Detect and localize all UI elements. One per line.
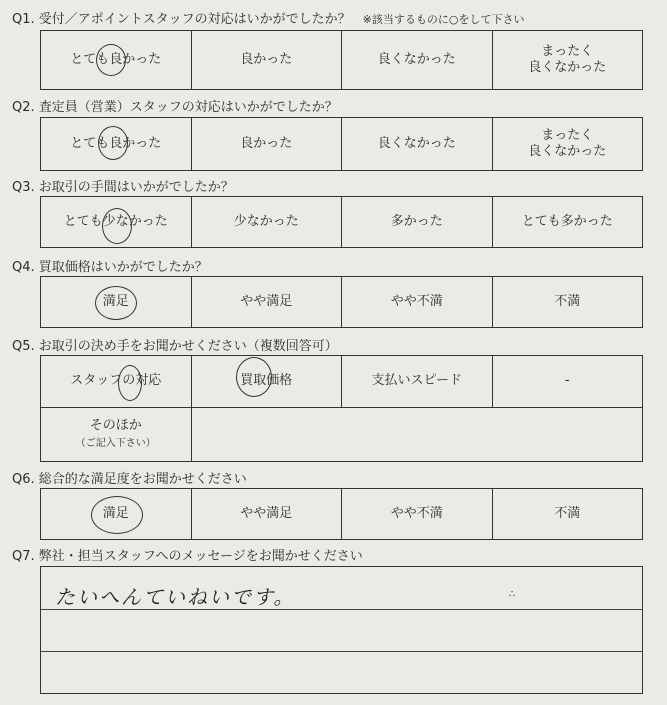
q6-option-4-text: 不満 bbox=[554, 505, 581, 521]
q5-other-sub: （ご記入下さい） bbox=[75, 437, 156, 449]
q4-option-1-text: 満足 bbox=[102, 293, 129, 309]
q1-option-4[interactable] bbox=[492, 31, 643, 90]
q5-option-1-wrap bbox=[70, 373, 161, 389]
q5-option-1[interactable] bbox=[41, 356, 192, 408]
q1-options bbox=[40, 30, 643, 90]
q2-option-2[interactable] bbox=[191, 118, 342, 171]
q7-rule-2 bbox=[41, 651, 642, 652]
q6-option-2-text: やや満足 bbox=[240, 505, 293, 521]
q4-option-3-text: やや不満 bbox=[390, 293, 443, 309]
q4-option-1[interactable] bbox=[41, 277, 192, 328]
q2-option-3-text: 良くなかった bbox=[377, 135, 456, 151]
q6-question: Q6. 総合的な満足度をお聞かせください bbox=[12, 472, 247, 487]
q5-other-input[interactable] bbox=[191, 408, 643, 462]
q3-question: Q3. お取引の手間はいかがでしたか？ bbox=[12, 180, 234, 195]
q5-question: Q5. お取引の決め手をお聞かせください（複数回答可） bbox=[12, 339, 338, 354]
q5-options bbox=[40, 355, 643, 462]
q5-option-2-text: 買取価格 bbox=[240, 373, 293, 389]
q5-option-4[interactable] bbox=[492, 356, 643, 408]
q1-option-1[interactable] bbox=[41, 31, 192, 90]
q3-option-4-text: とても多かった bbox=[521, 213, 613, 229]
q6-options bbox=[40, 488, 643, 540]
q2-option-3[interactable] bbox=[342, 118, 493, 171]
q5-option-4-text: - bbox=[564, 373, 570, 389]
q5-option-3-text: 支払いスピード bbox=[371, 373, 462, 389]
q3-option-3-text: 多かった bbox=[390, 213, 443, 229]
q2-option-1-text: とても良かった bbox=[70, 135, 162, 151]
q3-option-1-text: とても少なかった bbox=[63, 213, 168, 229]
q2-option-2-text: 良かった bbox=[240, 135, 293, 151]
q1-option-1-text: とても良かった bbox=[70, 51, 162, 67]
q7-rule-1 bbox=[41, 609, 642, 610]
q3-option-1[interactable] bbox=[41, 197, 192, 248]
q3-option-1-wrap bbox=[64, 214, 168, 230]
q5-other-label-cell bbox=[41, 408, 192, 462]
q4-option-3[interactable] bbox=[342, 277, 493, 328]
q4-label bbox=[12, 256, 208, 275]
q4-option-4[interactable] bbox=[492, 277, 643, 328]
q4-option-2-text: やや満足 bbox=[240, 293, 293, 309]
q3-option-2-text: 少なかった bbox=[233, 213, 299, 229]
q1-question: Q1. 受付／アポイントスタッフの対応はいかがでしたか？ bbox=[12, 12, 351, 27]
q3-option-4[interactable] bbox=[492, 197, 643, 248]
q4-question: Q4. 買取価格はいかがでしたか？ bbox=[12, 260, 208, 275]
q3-option-3[interactable] bbox=[342, 197, 493, 248]
q1-option-4-text: まったく 良くなかった bbox=[528, 43, 607, 75]
q1-option-2-text: 良かった bbox=[240, 51, 293, 67]
q5-other-label: そのほか bbox=[89, 418, 142, 434]
q2-question: Q2. 査定員（営業）スタッフの対応はいかがでしたか？ bbox=[12, 100, 338, 115]
q5-option-2-wrap bbox=[240, 373, 292, 389]
q6-label bbox=[12, 468, 247, 487]
q6-option-2[interactable] bbox=[191, 489, 342, 540]
q7-label bbox=[12, 545, 363, 564]
q4-option-1-wrap bbox=[103, 294, 129, 310]
q7-handwritten-message: たいへんていねいです。 bbox=[55, 585, 296, 609]
q7-message-box[interactable] bbox=[40, 566, 643, 694]
q1-option-1-wrap bbox=[70, 52, 161, 68]
q4-option-2[interactable] bbox=[191, 277, 342, 328]
q4-option-4-text: 不満 bbox=[554, 293, 581, 309]
q6-option-1-text: 満足 bbox=[102, 505, 129, 521]
q5-option-1-text: スタッフの対応 bbox=[70, 373, 162, 389]
q3-label bbox=[12, 176, 234, 195]
q6-option-1[interactable] bbox=[41, 489, 192, 540]
q1-option-2[interactable] bbox=[191, 31, 342, 90]
q2-option-1-wrap bbox=[70, 136, 161, 152]
q1-option-3[interactable] bbox=[342, 31, 493, 90]
q6-option-4[interactable] bbox=[492, 489, 643, 540]
q1-label bbox=[12, 8, 524, 27]
q7-question: Q7. 弊社・担当スタッフへのメッセージをお聞かせください bbox=[12, 549, 363, 564]
q5-option-2[interactable] bbox=[191, 356, 342, 408]
q6-option-1-wrap bbox=[103, 506, 129, 522]
q2-options bbox=[40, 117, 643, 171]
q5-option-3[interactable] bbox=[342, 356, 493, 408]
q7-stray-marks: ∴ bbox=[509, 589, 516, 600]
q6-option-3[interactable] bbox=[342, 489, 493, 540]
q4-options bbox=[40, 276, 643, 328]
q2-option-4-text: まったく 良くなかった bbox=[528, 127, 607, 159]
q3-option-2[interactable] bbox=[191, 197, 342, 248]
q6-option-3-text: やや不満 bbox=[390, 505, 443, 521]
q1-instruction-note: ※該当するものに○をして下さい bbox=[362, 13, 525, 26]
q2-option-1[interactable] bbox=[41, 118, 192, 171]
q2-label bbox=[12, 96, 338, 115]
q2-option-4[interactable] bbox=[492, 118, 643, 171]
q3-options bbox=[40, 196, 643, 248]
q5-label bbox=[12, 335, 338, 354]
q1-option-3-text: 良くなかった bbox=[377, 51, 456, 67]
